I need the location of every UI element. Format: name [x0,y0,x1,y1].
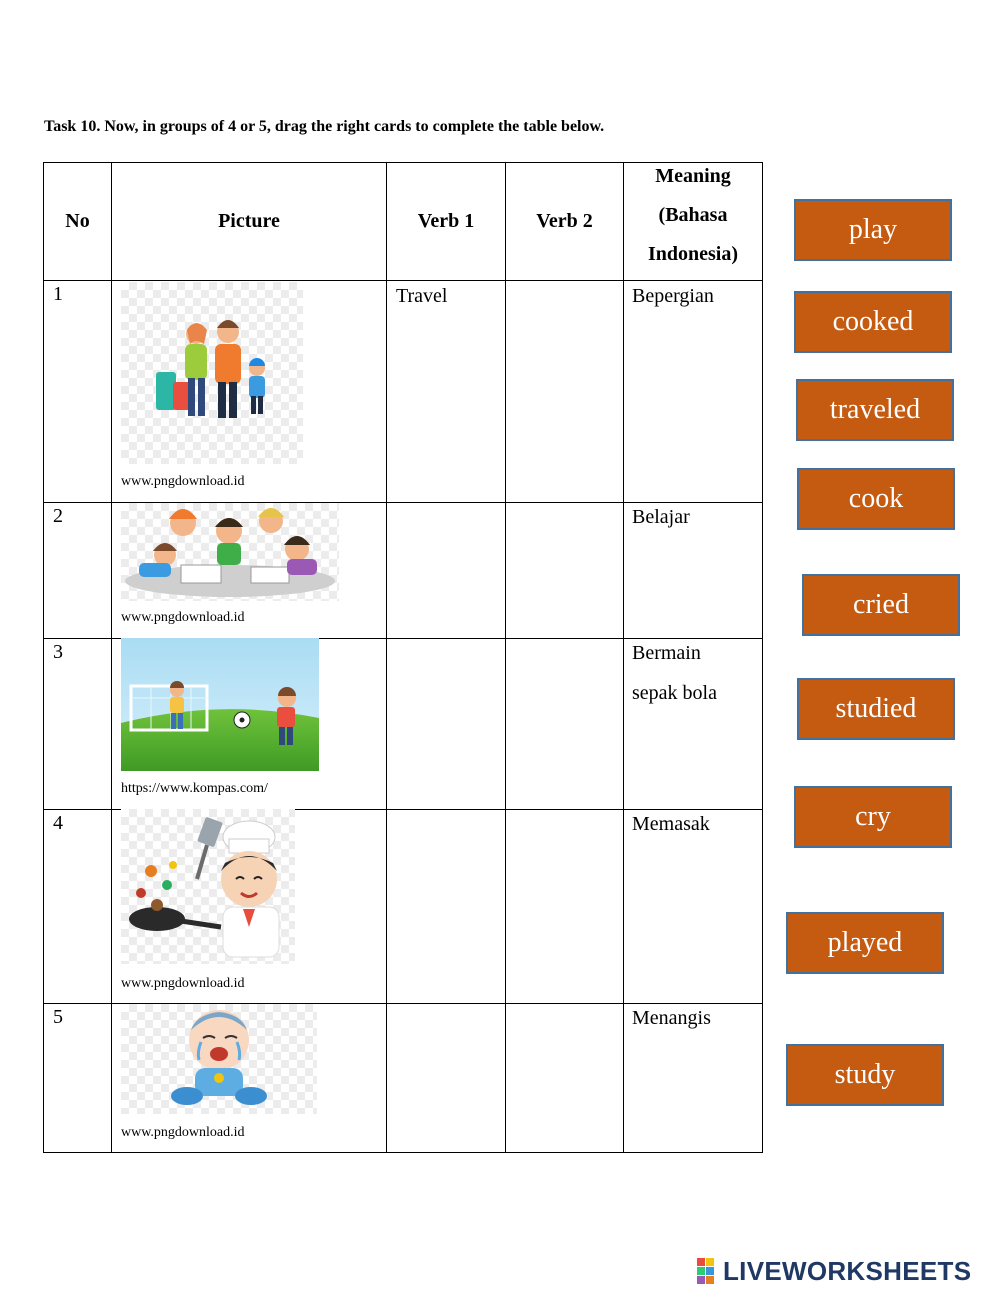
card-play[interactable]: play [794,199,952,261]
task-instruction: Task 10. Now, in groups of 4 or 5, drag the right cards to complete the table below. [44,118,605,135]
children-studying-illustration [121,503,339,601]
row-4-meaning: Memasak [632,813,710,835]
row-1-number: 1 [53,283,63,305]
row-3-source: https://www.kompas.com/ [121,781,268,796]
row-5-number: 5 [53,1006,63,1028]
row-5-meaning: Menangis [632,1007,711,1029]
row-4-source: www.pngdownload.id [121,976,245,991]
liveworksheets-logo-icon [697,1258,723,1286]
row-2-source: www.pngdownload.id [121,610,245,625]
header-meaning-line2: (Bahasa [658,204,728,226]
row-3-meaning-line1: Bermain [632,642,701,664]
row-4-number: 4 [53,812,63,834]
card-cry[interactable]: cry [794,786,952,848]
row-1-source: www.pngdownload.id [121,474,245,489]
header-meaning [624,157,762,274]
row-2-meaning: Belajar [632,506,690,528]
liveworksheets-logo-text: LIVEWORKSHEETS [723,1256,972,1286]
card-traveled[interactable]: traveled [796,379,954,441]
header-verb2: Verb 2 [536,210,593,232]
row-5-source: www.pngdownload.id [121,1125,245,1140]
card-played[interactable]: played [786,912,944,974]
row-1-meaning: Bepergian [632,285,714,307]
card-studied[interactable]: studied [797,678,955,740]
card-cook[interactable]: cook [797,468,955,530]
header-meaning-line1: Meaning [655,165,731,187]
card-study[interactable]: study [786,1044,944,1106]
kids-playing-soccer-illustration [121,638,319,771]
card-cooked[interactable]: cooked [794,291,952,353]
card-cried[interactable]: cried [802,574,960,636]
crying-baby-illustration [121,1004,317,1114]
chef-cooking-illustration [121,809,295,964]
row-2-number: 2 [53,505,63,527]
liveworksheets-logo [697,1256,971,1287]
header-picture: Picture [218,210,280,232]
header-verb1: Verb 1 [417,210,475,232]
row-3-meaning-line2: sepak bola [632,682,717,704]
header-no: No [65,210,90,232]
row-1-verb1: Travel [396,285,448,307]
header-meaning-line3: Indonesia) [647,243,739,265]
row-3-number: 3 [53,641,63,663]
family-travel-illustration [121,282,303,464]
